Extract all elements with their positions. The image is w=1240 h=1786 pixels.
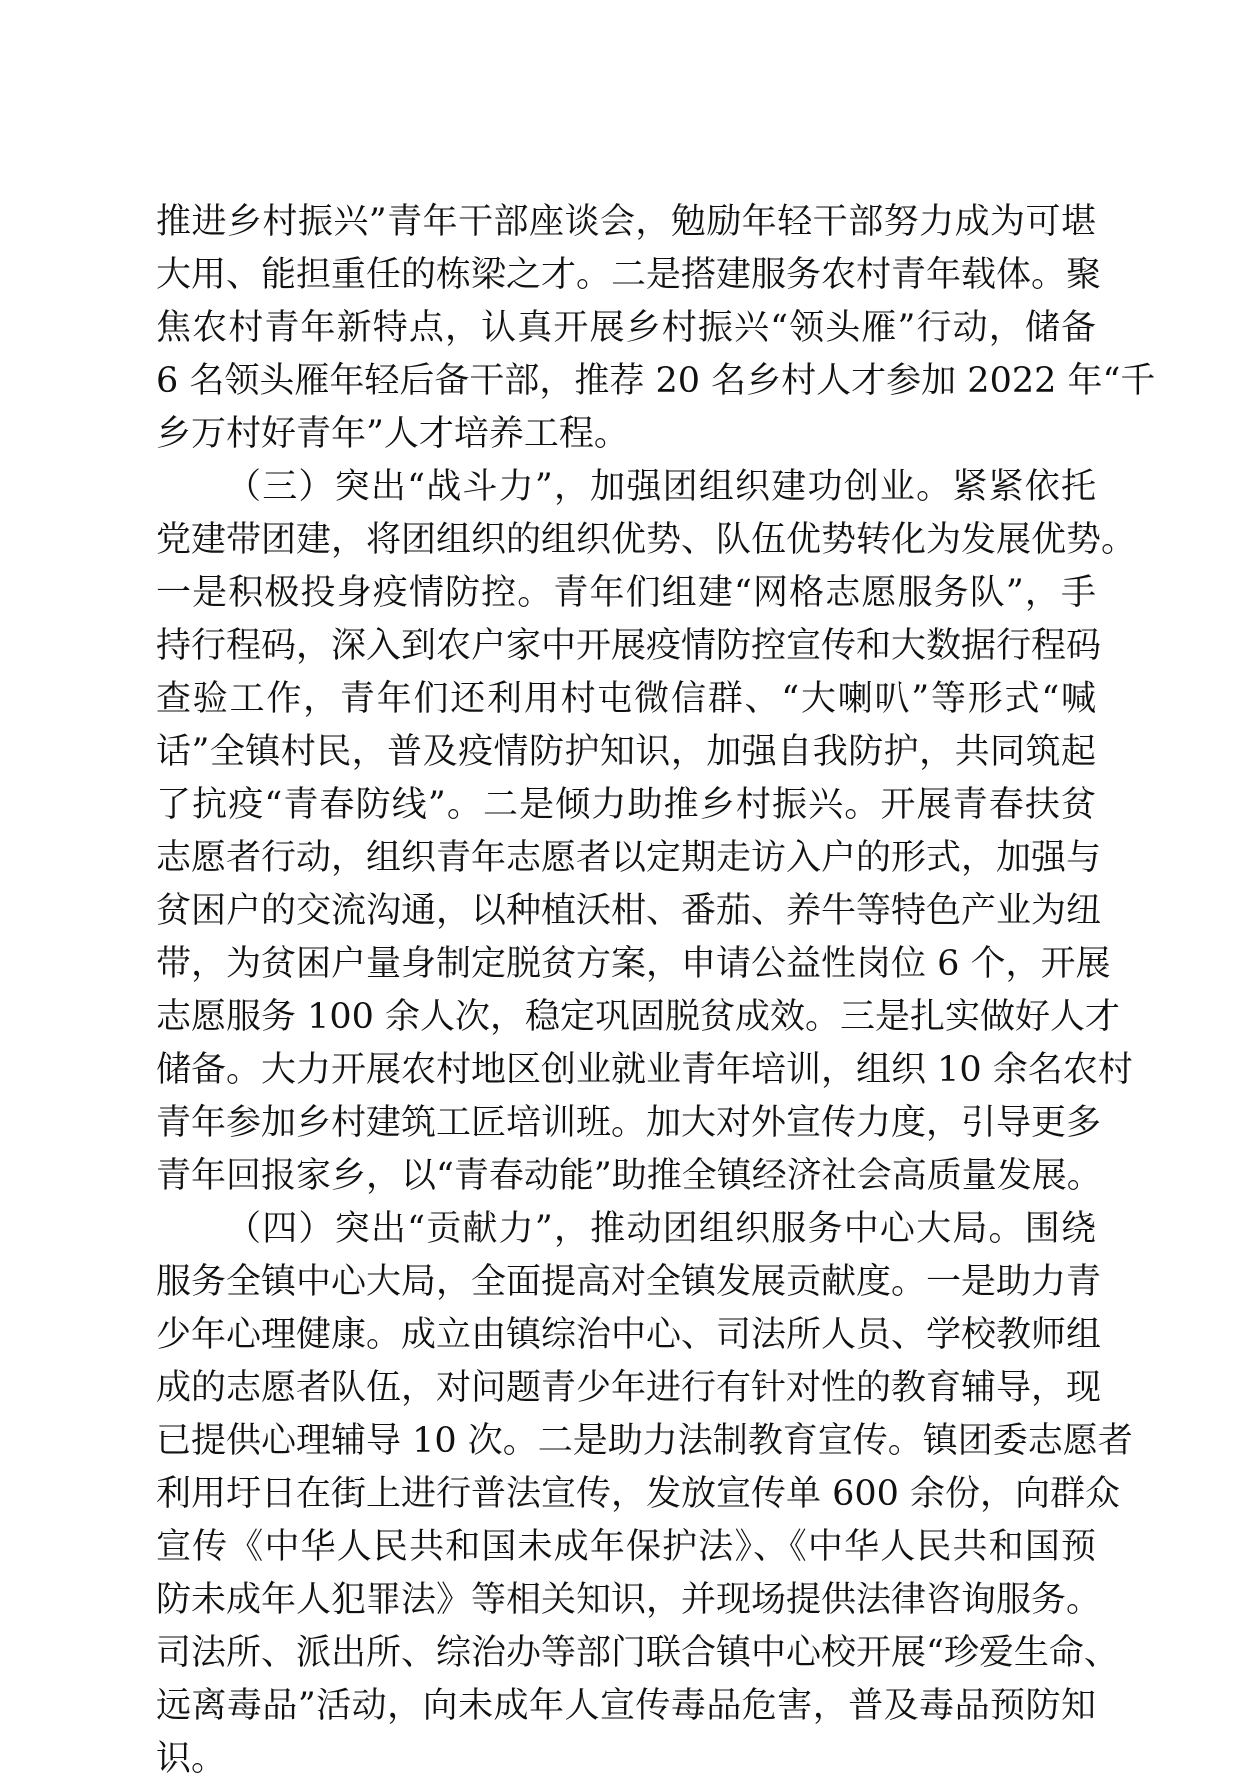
text-line: 焦农村青年新特点，认真开展乡村振兴“领头雁”行动，储备: [156, 308, 1096, 348]
text-line: 利用圩日在街上进行普法宣传，发放宣传单 600 余份，向群众: [156, 1474, 1121, 1514]
text-line: 服务全镇中心大局，全面提高对全镇发展贡献度。一是助力青: [156, 1262, 1102, 1302]
text-line: 推进乡村振兴”青年干部座谈会，勉励年轻干部努力成为可堪: [156, 202, 1096, 242]
section-heading-line: （三）突出“战斗力”，加强团组织建功创业。紧紧依托: [226, 467, 1096, 507]
text-line: 储备。大力开展农村地区创业就业青年培训，组织 10 余名农村: [156, 1050, 1133, 1090]
text-line: 6 名领头雁年轻后备干部，推荐 20 名乡村人才参加 2022 年“千: [156, 361, 1156, 401]
text-line: 查验工作，青年们还利用村屯微信群、“大喇叭”等形式“喊: [156, 679, 1096, 719]
text-line: 一是积极投身疫情防控。青年们组建“网格志愿服务队”，手: [156, 573, 1096, 613]
text-line: 防未成年人犯罪法》等相关知识，并现场提供法律咨询服务。: [156, 1580, 1102, 1620]
text-line: 贫困户的交流沟通，以种植沃柑、番茄、养牛等特色产业为纽: [156, 891, 1102, 931]
text-line: 大用、能担重任的栋梁之才。二是搭建服务农村青年载体。聚: [156, 255, 1102, 295]
text-line: 宣传《中华人民共和国未成年保护法》、《中华人民共和国预: [156, 1527, 1096, 1567]
body-text: [156, 196, 1156, 1786]
text-line: 青年回报家乡，以“青春动能”助推全镇经济社会高质量发展。: [156, 1156, 1102, 1196]
text-line: 乡万村好青年”人才培养工程。: [156, 414, 629, 454]
text-line: 持行程码，深入到农户家中开展疫情防控宣传和大数据行程码: [156, 626, 1102, 666]
text-line: 志愿者行动，组织青年志愿者以定期走访入户的形式，加强与: [156, 838, 1102, 878]
text-line: 带，为贫困户量身制定脱贫方案，申请公益性岗位 6 个，开展: [156, 944, 1111, 984]
text-line: 少年心理健康。成立由镇综治中心、司法所人员、学校教师组: [156, 1315, 1102, 1355]
text-line: 党建带团建，将团组织的组织优势、队伍优势转化为发展优势。: [156, 520, 1137, 560]
text-line: 司法所、派出所、综治办等部门联合镇中心校开展“珍爱生命、: [156, 1633, 1119, 1673]
text-line: 已提供心理辅导 10 次。二是助力法制教育宣传。镇团委志愿者: [156, 1421, 1133, 1461]
text-line: 了抗疫“青春防线”。二是倾力助推乡村振兴。开展青春扶贫: [156, 785, 1096, 825]
text-line: 志愿服务 100 余人次，稳定巩固脱贫成效。三是扎实做好人才: [156, 997, 1121, 1037]
text-line: 远离毒品”活动，向未成年人宣传毒品危害，普及毒品预防知: [156, 1686, 1096, 1726]
text-line: 青年参加乡村建筑工匠培训班。加大对外宣传力度，引导更多: [156, 1103, 1102, 1143]
text-line: 话”全镇村民，普及疫情防护知识，加强自我防护，共同筑起: [156, 732, 1096, 772]
text-line: 成的志愿者队伍，对问题青少年进行有针对性的教育辅导，现: [156, 1368, 1102, 1408]
text-line: 识。: [156, 1739, 227, 1779]
section-heading-line: （四）突出“贡献力”，推动团组织服务中心大局。围绕: [226, 1209, 1096, 1249]
